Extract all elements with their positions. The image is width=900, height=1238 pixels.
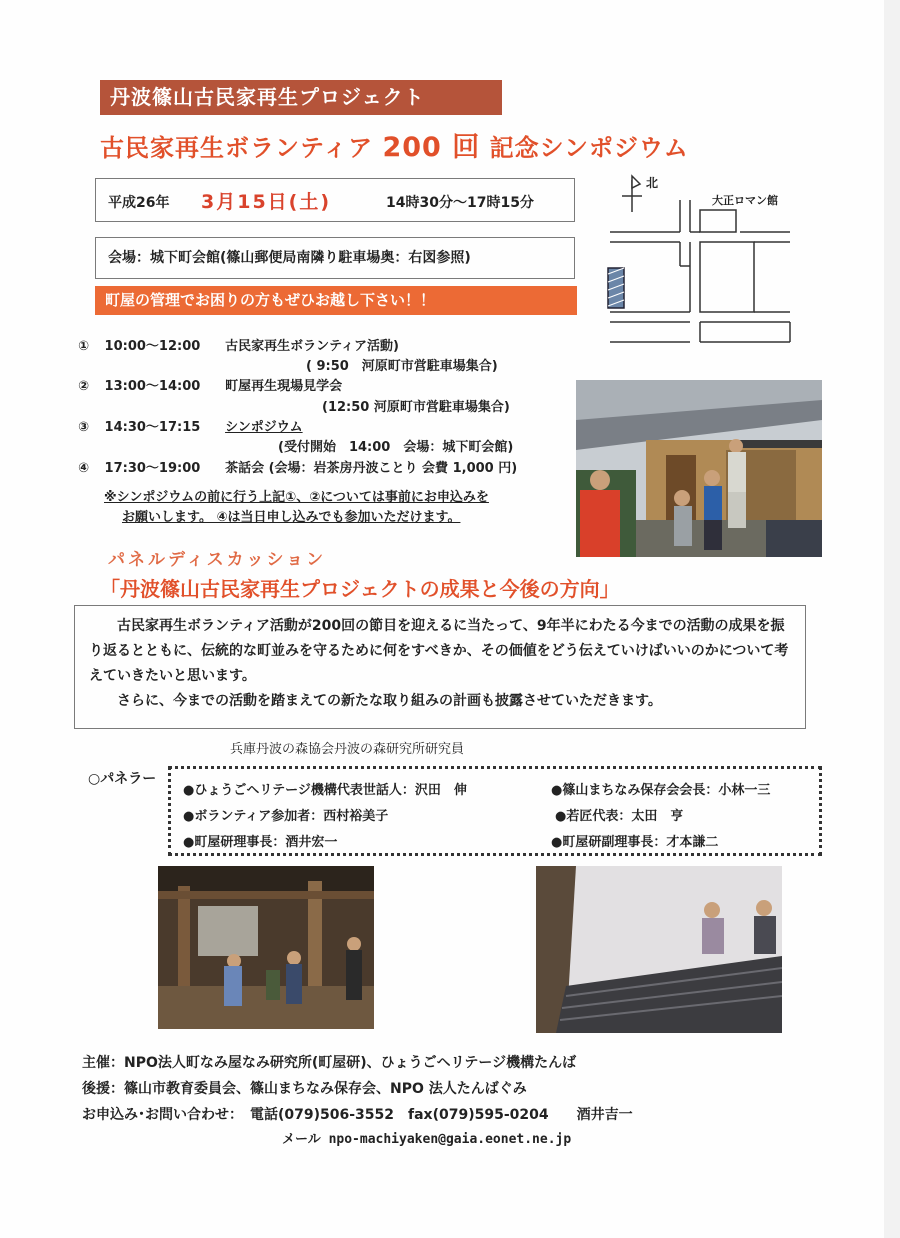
invite-banner: 町屋の管理でお困りの方もぜひお越し下さい！！ [95,286,577,315]
contact-email: メール npo-machiyaken@gaia.eonet.ne.jp [282,1132,572,1147]
schedule-note-2: (12:50 河原町市営駐車場集合) [322,400,510,415]
schedule-item-2 [78,375,342,394]
page-edge [884,0,900,1238]
venue-box: 会場：城下町会館(篠山郵便局南隣り駐車場奥：右図参照) [95,237,575,279]
schedule-time: 10:00～12:00 [104,339,201,354]
schedule-time: 17:30～19:00 [104,461,201,476]
panelist-item: ●ボランティア参加者：西村裕美子 [183,809,389,824]
panel-discussion-title: 「丹波篠山古民家再生プロジェクトの成果と今後の方向」 [100,577,620,601]
title-suffix: 記念シンポジウム [489,134,689,162]
panelist-item: ●篠山まちなみ保存会会長：小林一三 [551,783,771,798]
panel-discussion-label: パネルディスカッション [108,550,327,570]
panelist-box [168,766,822,856]
interior-work-photo [158,866,374,1029]
title-prefix: 古民家再生ボランティア [100,134,374,162]
caution-note [104,488,489,528]
event-date: 3月15日(土) [201,191,332,213]
description-paragraph-2: さらに、今までの活動を踏まえての新たな取り組みの計画も披露させていただきます。 [117,693,662,709]
panelist-label: ○パネラー [88,771,157,787]
panelist-item: ●ひょうごヘリテージ機構代表世話人：沢田 伸 [183,783,467,798]
title-number: 200 回 [382,132,481,163]
schedule-num: ② [78,379,90,394]
main-title [100,125,689,164]
panelist-item: ●町屋研理事長：酒井宏一 [183,835,338,850]
schedule-label: 古民家再生ボランティア活動) [225,339,399,354]
schedule-item-4 [78,457,517,476]
schedule-num: ④ [78,461,90,476]
date-box [95,178,575,222]
description-box [74,605,806,729]
project-banner: 丹波篠山古民家再生プロジェクト [100,80,502,115]
footer-info [82,1050,633,1128]
description-paragraph-1: 古民家再生ボランティア活動が200回の節目を迎えるに当たって、9年半にわたる今までの活動の成果を振り返るとともに、伝統的な町並みを守るために何をすべきか、その価値をどう伝えていけばいいのかについて考えていきたいと思います。 [89,618,789,684]
location-map [600,170,840,350]
schedule-note-1: ( 9:50 河原町市営駐車場集合) [306,359,498,374]
schedule-label: 茶話会 (会場：岩茶房丹波ことり 会費 1,000 円) [225,461,518,476]
roof-work-photo [536,866,782,1033]
schedule-item-1 [78,335,399,354]
schedule-time: 14:30～17:15 [104,420,201,435]
event-time: 14時30分～17時15分 [386,195,534,211]
caution-line-1: ※シンポジウムの前に行う上記①、②については事前にお申込みを [104,490,489,505]
map-north-label: 北 [646,176,659,190]
caution-line-2: お願いします。 ④は当日申し込みでも参加いただけます。 [122,510,461,525]
schedule-item-3 [78,416,303,435]
schedule-note-3: (受付開始 14:00 会場：城下町会館) [278,440,514,455]
volunteers-photo [576,380,822,557]
support-line: 後援：篠山市教育委員会、篠山まちなみ保存会、NPO 法人たんばぐみ [82,1081,527,1097]
schedule-num: ③ [78,420,90,435]
schedule-label: 町屋再生現場見学会 [225,379,343,394]
organizer-line: 主催：NPO法人町なみ屋なみ研究所(町屋研)、ひょうごヘリテージ機構たんば [82,1055,577,1071]
event-era: 平成26年 [108,195,170,211]
contact-line: お申込み･お問い合わせ： 電話(079)506-3552 fax(079)595-0204 酒井吉一 [82,1107,633,1123]
schedule-num: ① [78,339,90,354]
panelist-item: ●町屋研副理事長：才本謙二 [551,835,719,850]
affiliation-note: 兵庫丹波の森協会丹波の森研究所研究員 [230,742,465,757]
schedule-time: 13:00～14:00 [104,379,201,394]
panelist-item: ●若匠代表：太田 亨 [555,809,684,824]
map-landmark-label: 大正ロマン館 [712,194,778,207]
schedule-label: シンポジウム [225,420,303,435]
